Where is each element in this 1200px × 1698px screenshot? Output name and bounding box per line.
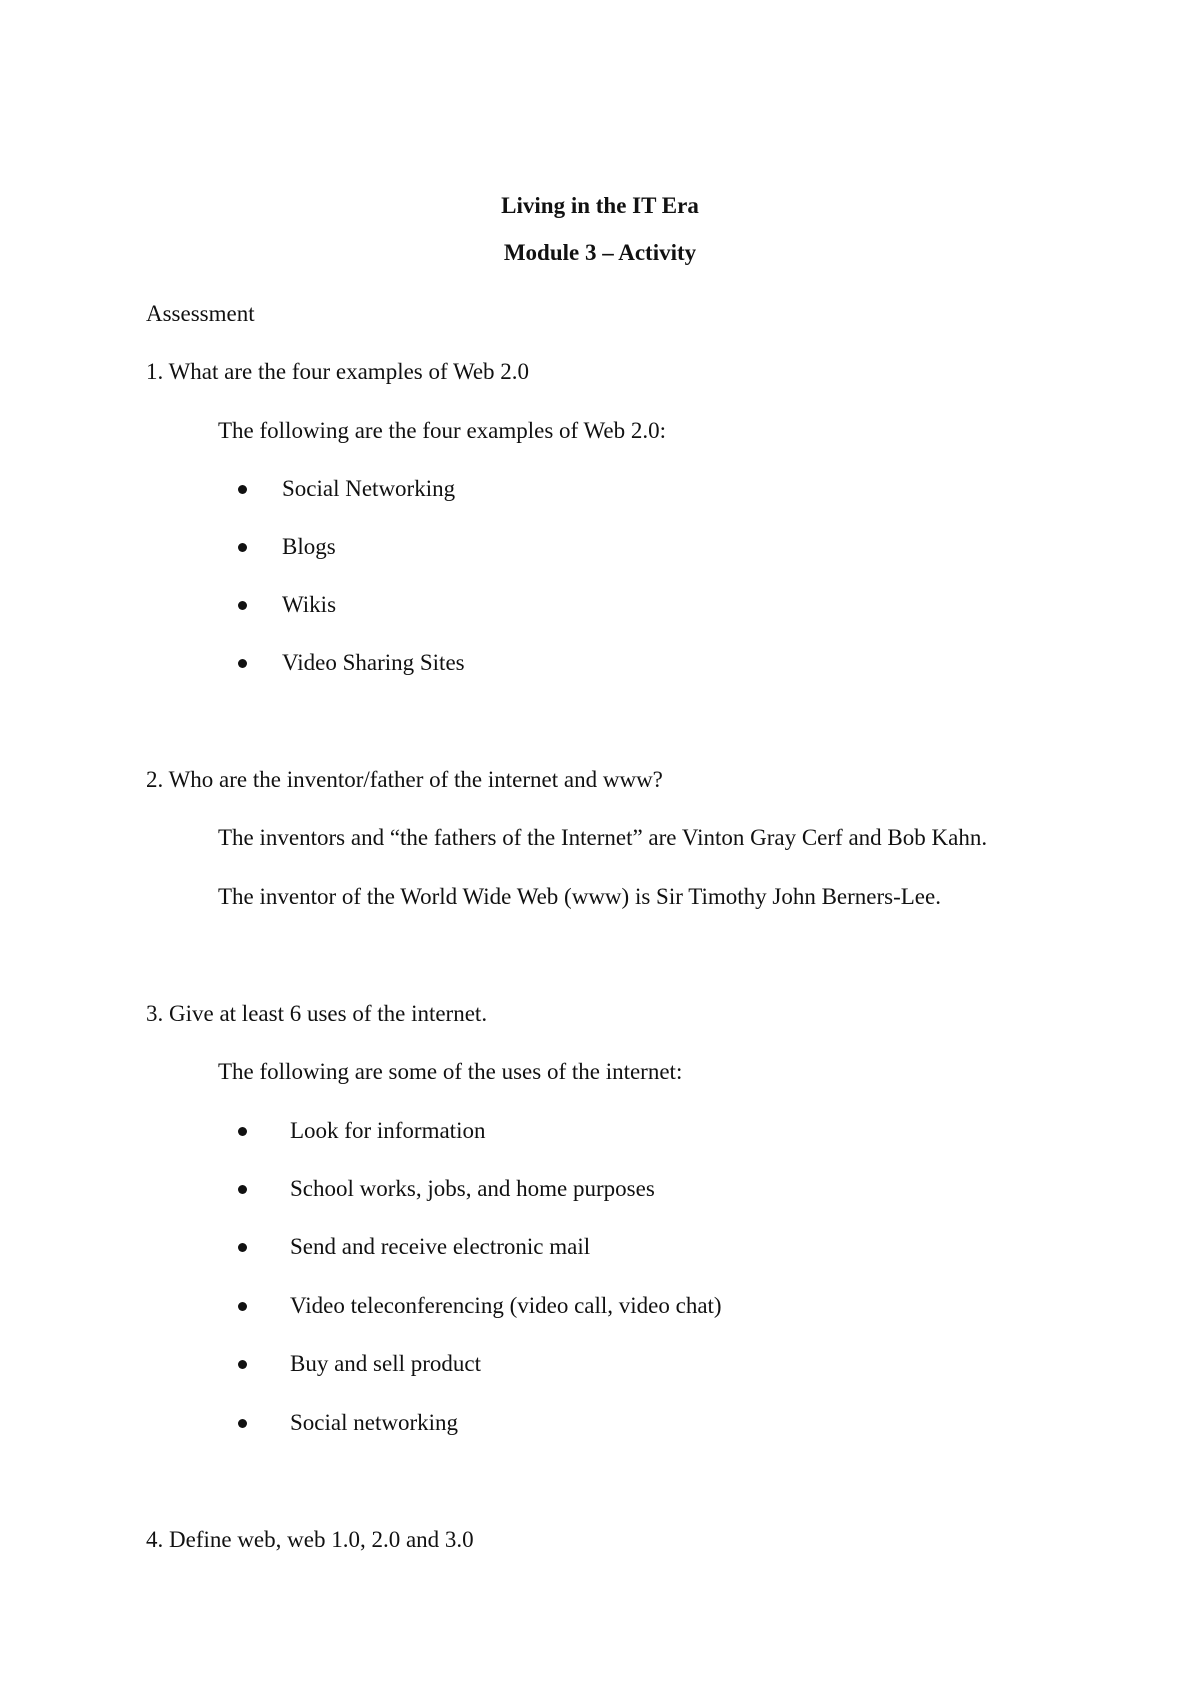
question-1: 1. What are the four examples of Web 2.0: [146, 359, 530, 384]
answer-3-intro: The following are some of the uses of the internet:: [218, 1059, 683, 1084]
bullet-dot-icon: [238, 485, 247, 494]
answer-2-line-2: The inventor of the World Wide Web (www) is Sir Timothy John Berners-Lee.: [218, 884, 941, 909]
bullet-dot-icon: [238, 1419, 247, 1428]
section-label: Assessment: [146, 301, 255, 326]
bullet-dot-icon: [238, 543, 247, 552]
list-item: Video teleconferencing (video call, video chat): [0, 1292, 1200, 1320]
list-item: Look for information: [0, 1117, 1200, 1145]
bullet-dot-icon: [238, 1127, 247, 1136]
bullet-dot-icon: [238, 1185, 247, 1194]
list-item: Buy and sell product: [0, 1350, 1200, 1378]
question-2: 2. Who are the inventor/father of the internet and www?: [146, 767, 663, 792]
bullet-dot-icon: [238, 1243, 247, 1252]
bullet-dot-icon: [238, 601, 247, 610]
document-title: Living in the IT Era: [501, 193, 699, 218]
bullet-dot-icon: [238, 659, 247, 668]
list-item: School works, jobs, and home purposes: [0, 1175, 1200, 1203]
bullet-dot-icon: [238, 1302, 247, 1311]
question-3: 3. Give at least 6 uses of the internet.: [146, 1001, 488, 1026]
list-item: Blogs: [0, 533, 1200, 561]
question-4: 4. Define web, web 1.0, 2.0 and 3.0: [146, 1527, 474, 1552]
list-item: Social networking: [0, 1409, 1200, 1437]
list-item: Video Sharing Sites: [0, 649, 1200, 677]
list-item: Social Networking: [0, 475, 1200, 503]
list-item: Send and receive electronic mail: [0, 1233, 1200, 1261]
answer-1-intro: The following are the four examples of Web 2.0:: [218, 418, 667, 443]
list-item: Wikis: [0, 591, 1200, 619]
answer-2-line-1: The inventors and “the fathers of the Internet” are Vinton Gray Cerf and Bob Kahn.: [218, 825, 988, 850]
document-subtitle: Module 3 – Activity: [503, 240, 697, 265]
bullet-dot-icon: [238, 1360, 247, 1369]
